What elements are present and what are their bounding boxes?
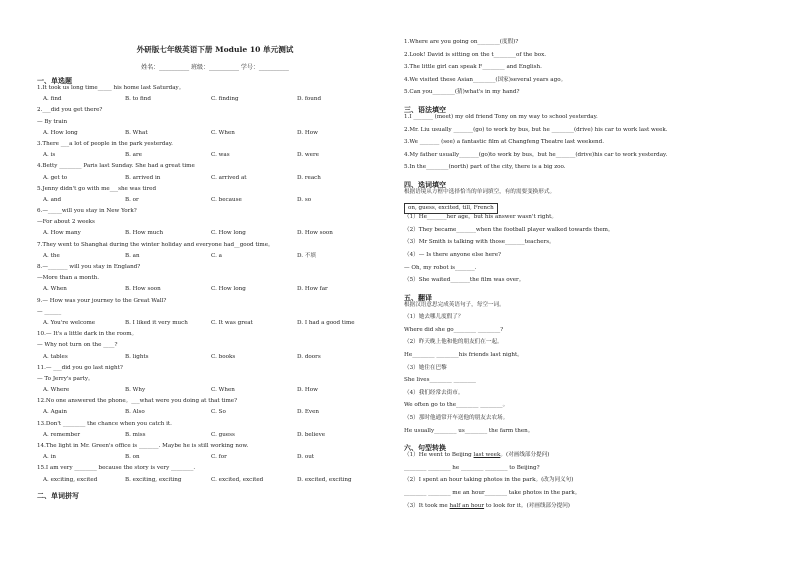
option-b[interactable]: B. Also	[125, 409, 145, 416]
option-a[interactable]: A. exciting, excited	[43, 476, 98, 483]
option-b[interactable]: B. lights	[125, 353, 149, 360]
option-b[interactable]: B. exciting, exciting	[125, 476, 182, 483]
question-response-line: —More than a month.	[37, 275, 100, 282]
option-d[interactable]: D. How soon	[297, 230, 333, 237]
question-text: 5.Jenny didn't go with me___she was tired	[37, 185, 157, 192]
option-b[interactable]: B. to find	[125, 96, 151, 103]
option-c[interactable]: C. a	[211, 252, 222, 259]
option-a[interactable]: A. and	[43, 196, 62, 203]
option-c[interactable]: C. How long	[211, 230, 246, 237]
transformation-text: ________ ________ he ________ ________ to Beijing?	[404, 464, 540, 471]
grammar-item: 5.In the________(north) part of the city, there is a big zoo.	[404, 164, 566, 171]
choice-list	[404, 215, 774, 291]
option-b[interactable]: B. or	[125, 196, 139, 203]
option-c[interactable]: C. When	[211, 129, 235, 136]
grammar-item: 3.We _______ (see) a fantastic film at Changfeng Theatre last weekend.	[404, 139, 605, 146]
option-c[interactable]: C. arrived at	[211, 174, 247, 181]
option-d[interactable]: D. reach	[297, 174, 321, 181]
translation-item: We often go to the________ ________。	[404, 402, 509, 409]
translation-item: （5）那时他通常开车送他的朋友去农场。	[404, 415, 509, 422]
spelling-item: 1.Where are you going on________(度假)?	[404, 39, 519, 45]
option-a[interactable]: A. remember	[43, 431, 81, 438]
option-a[interactable]: A. How many	[43, 230, 81, 237]
translation-item: She lives________ ________	[404, 377, 476, 384]
option-b[interactable]: B. an	[125, 252, 140, 259]
option-b[interactable]: B. on	[125, 454, 140, 461]
option-d[interactable]: D. How far	[297, 286, 328, 293]
question-text: 15.I am very ________ because the story is very ________.	[37, 465, 196, 472]
option-d[interactable]: D. How	[297, 129, 318, 136]
question-text: 10.— It's a little dark in the room。	[37, 331, 138, 338]
option-a[interactable]: A. tables	[43, 353, 68, 360]
spelling-list	[404, 40, 774, 103]
translation-item: （3）她住在巴黎	[404, 364, 447, 371]
option-a[interactable]: A. When	[43, 286, 67, 293]
option-c[interactable]: C. guess	[211, 431, 235, 438]
option-d[interactable]: D. found	[297, 96, 322, 103]
section-word-choice: 四、选词填空	[404, 179, 446, 189]
question-text: 6.—_____will you stay in New York?	[37, 208, 137, 215]
student-info-line: 姓名：__________ 班级：__________ 学号：__________	[141, 64, 289, 71]
translation-item: （1）她去哪儿度假了？	[404, 314, 464, 321]
option-c[interactable]: C. When	[211, 387, 235, 394]
option-b[interactable]: B. How much	[125, 230, 164, 237]
transformation-text: （3）It took me	[404, 502, 450, 509]
question-text: 12.No one answered the phone。___what were you doing at that time?	[37, 398, 238, 405]
option-d[interactable]: D. Even	[297, 409, 319, 416]
option-a[interactable]: A. is	[43, 152, 56, 159]
spelling-item: 5.Can you________(猜)what's in my hand?	[404, 89, 520, 96]
translation-item: （2）昨天晚上他和他的朋友们在一起。	[404, 339, 503, 346]
option-d[interactable]: D. so	[297, 196, 312, 203]
option-b[interactable]: B. How soon	[125, 286, 161, 293]
spelling-item: 3.The little girl can speak F________ and English.	[404, 64, 542, 71]
option-a[interactable]: A. the	[43, 252, 60, 259]
grammar-item: 2.Mr. Liu usually _______(go) to work by bus, but he ________(drive) his car to work last week.	[404, 126, 668, 133]
question-response-line: — Why not turn on the ____?	[37, 342, 118, 349]
grammar-list	[404, 115, 774, 178]
mcq-list	[37, 86, 393, 489]
section-translation: 五、翻译	[404, 292, 432, 302]
option-d[interactable]: D. out	[297, 454, 315, 461]
option-a[interactable]: A. Where	[43, 387, 70, 394]
grammar-item: 1.I _______ (meet) my old friend Tony on my way to school yesterday.	[404, 113, 598, 120]
option-c[interactable]: C. books	[211, 353, 236, 360]
left-column	[37, 74, 393, 501]
choice-item: （5）She waited_______the film was over。	[404, 277, 525, 284]
translation-item: He usually________ us________ the farm then。	[404, 427, 534, 434]
options-row	[37, 478, 393, 489]
underlined-phrase: half an hour	[449, 502, 485, 509]
option-d[interactable]: D. excited, exciting	[297, 476, 352, 483]
section-spelling: 二、单词拼写	[37, 490, 79, 500]
choice-item: （1）He_______her age，but his answer wasn't right。	[404, 214, 557, 221]
option-a[interactable]: A. Again	[43, 409, 67, 416]
question-response-line: — By train	[37, 118, 68, 125]
option-d[interactable]: D. I had a good time	[297, 319, 355, 326]
transformation-text: （1）He went to Beijing	[404, 452, 474, 459]
option-b[interactable]: B. miss	[125, 431, 146, 438]
word-choice-instructions: 根据语境从方框中选择恰当的单词填空，有的需要变换形式。	[404, 188, 556, 195]
question-text: 14.The light in Mr. Green's office is _______. Maybe he is still working now.	[37, 443, 249, 449]
option-c[interactable]: C. It was great	[211, 319, 253, 326]
option-a[interactable]: A. in	[43, 454, 56, 461]
question-response-line: — ______	[37, 308, 62, 315]
translation-instructions: 根据汉语意思完成英语句子，每空一词。	[404, 301, 505, 308]
option-c[interactable]: C. because	[211, 196, 242, 203]
transformation-item	[404, 504, 774, 517]
right-column	[404, 40, 774, 516]
options-row	[37, 355, 393, 366]
option-c[interactable]: C. finding	[211, 96, 239, 103]
question-text: 4.Betty ________ Paris last Sunday. She had a great time	[37, 163, 195, 170]
section-transformation: 六、句型转换	[404, 443, 446, 453]
option-d[interactable]: D. believe	[297, 431, 326, 438]
choice-item: （4）— Is there anyone else here?	[404, 251, 502, 258]
spelling-item: 4.We visited these Asian________(国家)several years ago。	[404, 76, 567, 83]
transformation-text: ________ ________ me an hour________ take photos in the park。	[404, 490, 581, 496]
question-text: 2.___did you get there?	[37, 107, 103, 114]
translation-item: He________ ________his friends last night。	[404, 352, 523, 359]
question-response-line: — To Jerry's party。	[37, 375, 94, 382]
translation-list	[404, 315, 774, 441]
page-title: 外研版七年级英语下册 Module 10 单元测试	[136, 45, 294, 54]
underlined-phrase: last week	[473, 452, 501, 459]
option-b[interactable]: B. I liked it very much	[125, 319, 188, 326]
option-c[interactable]: C. So	[211, 409, 226, 416]
option-c[interactable]: C. for	[211, 454, 227, 461]
option-c[interactable]: C. excited, excited	[211, 476, 264, 483]
option-d[interactable]: D. were	[297, 152, 319, 159]
question-text: 8.—_______ will you stay in England?	[37, 264, 141, 270]
option-c[interactable]: C. was	[211, 152, 230, 159]
option-d[interactable]: D. 不填	[297, 252, 317, 259]
options-row	[37, 231, 393, 242]
transformation-instruction: to look for it。(对画线部分提问)	[484, 502, 570, 509]
transformation-instruction: 。(对画线部分提问)	[500, 452, 550, 459]
option-a[interactable]: A. You're welcome	[43, 319, 96, 326]
transformation-list	[404, 453, 774, 516]
question-text: 11.— ___did you go last night?	[37, 364, 123, 371]
option-a[interactable]: A. get to	[43, 174, 68, 181]
option-c[interactable]: C. How long	[211, 286, 246, 293]
option-b[interactable]: B. are	[125, 152, 142, 159]
choice-item: （3）Mr Smith is talking with those_______teachers。	[404, 239, 555, 246]
question-text: 1.It took us long time_____ his home last Saturday。	[37, 85, 185, 91]
transformation-text: （2）I spent an hour taking photos in the park。(改为同义句)	[404, 477, 574, 484]
question-text: 9.— How was your journey to the Great Wall?	[37, 297, 167, 304]
section-grammar: 三、语法填空	[404, 104, 446, 114]
question-text: 13.Don't ________ the chance when you catch it.	[37, 420, 172, 427]
spelling-item: 2.Look! David is sitting on the t________of the box.	[404, 51, 547, 58]
options-row	[37, 287, 393, 298]
translation-item: Where did she go________ ________?	[404, 326, 504, 333]
section-single-choice: 一、单选题	[37, 76, 72, 85]
option-a[interactable]: A. How long	[43, 129, 78, 136]
options-row	[37, 410, 393, 421]
option-a[interactable]: A. find	[43, 96, 62, 103]
question-response-line: —For about 2 weeks	[37, 219, 95, 226]
options-row	[37, 176, 393, 187]
word-box: on, guess, excited, till, French	[404, 203, 498, 214]
question-text: 3.There ___a lot of people in the park yesterday.	[37, 140, 173, 147]
choice-item: （2）They became_______when the football player walked towards them。	[404, 226, 614, 233]
option-b[interactable]: B. What	[125, 129, 148, 136]
option-b[interactable]: B. Why	[125, 387, 146, 394]
option-d[interactable]: D. doors	[297, 353, 321, 360]
grammar-item: 4.My father usually_______(go)to work by bus，but he_______(drive)his car to work yesterday.	[404, 151, 668, 158]
question-text: 7.They went to Shanghai during the winter holiday and everyone had__good time。	[37, 241, 274, 248]
option-b[interactable]: B. arrived in	[125, 174, 161, 181]
option-d[interactable]: D. How	[297, 387, 318, 394]
choice-item: — Oh, my robot is_______.	[404, 264, 477, 271]
translation-item: （4）我们经常去街市。	[404, 389, 464, 396]
